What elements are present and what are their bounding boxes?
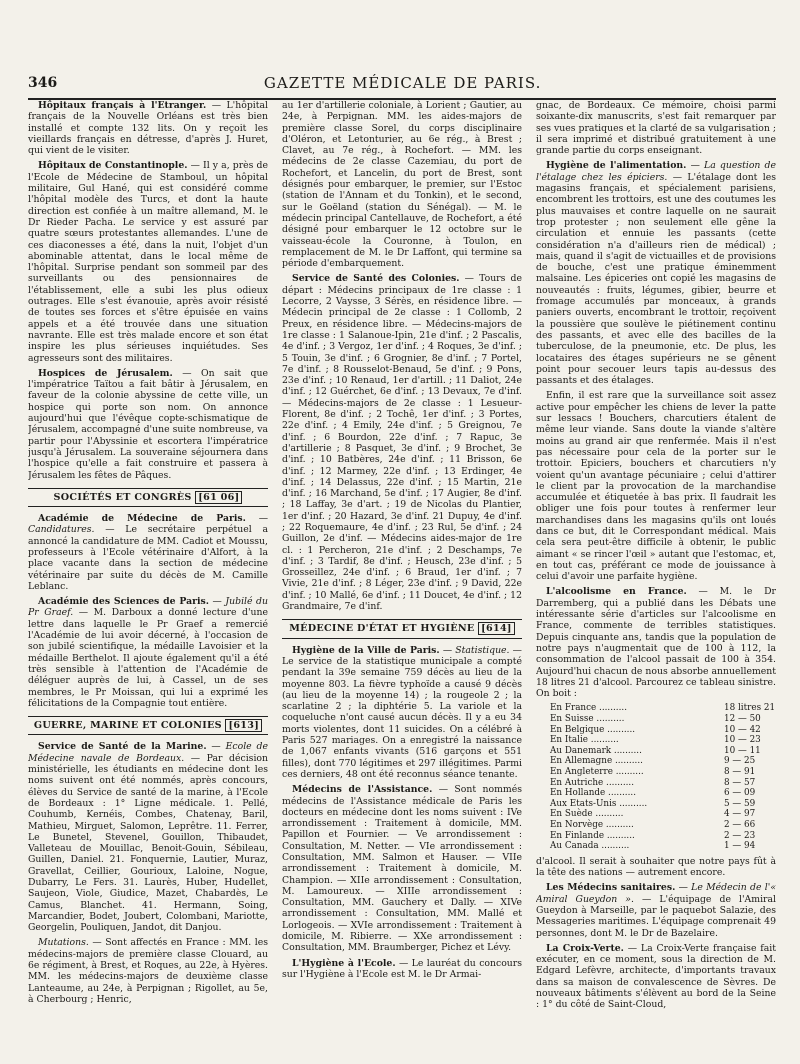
article-body: — Le secrétaire perpétuel a annoncé la candidature de MM. Cadiot et Moussu, professeurs à l'Ecole vétérinaire d'Alfort, à la place vacante dans la section de médecine vétérinaire par suite du décès de M. Camille Leblanc. [28,524,268,592]
country-cell: Aux Etats-Unis .......... [550,798,648,809]
table-row [550,746,776,757]
article-body: — L'équipage de l'Amiral Gueydon à Marseille, par le paquebot Salazie, des Messageries maritimes. L'équipage comprenait 49 personnes, dont M. le Dr de Bazelaire. [536,893,776,939]
country-cell: En Hollande .......... [550,788,636,799]
section-header-hygiene [282,619,522,638]
article-body: — Le service de la statistique municipale a compté pendant la 39e semaine 759 décès au lieu de la moyenne 803. La fièvre typhoïde a causé 9 décès (au lieu de la moyenne 14) ; la rougeole 2 ; la scarlatine 2 ; la diphtérie 5. La variole et la coqueluche n'ont causé aucun décès. Il y a eu 34 morts violentes, dont 11 suicides. On a célébré à Paris 527 mariages. On a enregistré la naissance de 1,067 enfants vivants (516 garçons et 551 filles), dont 770 légitimes et 297 illégitimes. Parmi ces derniers, 48 ont été reconnus séance tenante. [282,644,522,780]
value-cell: 12 — 50 [724,714,761,725]
journal-title: GAZETTE MÉDICALE DE PARIS. [263,74,542,92]
article-title: Hôpitaux de Constantinople. [38,160,188,172]
article-subtitle: — Candidatures. [28,513,268,536]
article-body: — L'étalage dont les magasins français, et spécialement parisiens, encombrent les trottoirs, est une des coutumes les plus mauvaises et contre laquelle on ne saurait trop protester ; non seulement elle gêne la circulation et ennuie les passants (cette considération n'a d'ailleurs rien de médical) ; mais, quand il s'agit de victuailles et de provisions de bouche, c'est une pratique éminemment malsaine. Les épiceries ont copié les magasins de nouveautés : fruits, légumes, gibier, beurre et fromage accumulés par monceaux, à grands paniers ouverts, encombrant le trottoir, reçoivent la poussière que soulève le piétinement continu des passants, et avec elle des bacilles de la tuberculose, de la pneumonie, etc. De plus, les locataires des étages supérieurs ne se gênent point pour secouer leurs tapis au-dessus des passants et des étalages. [536,171,776,387]
article-title: Service de Santé de la Marine. [38,741,207,753]
article-subtitle: — La question de l'étalage chez les épiciers. [536,160,776,183]
article-body: — Tours de départ : Médecins principaux de 1re classe : 1 Lecorre, 2 Vaysse, 3 Sérès, en résidence libre. — Médecin principal de 2e classe : 1 Collomb, 2 Preux, en résidence libre. — Médecins-majors de 1re classe : 1 Salanoue-Ipin, 21e d'inf. ; 2 Pascalis, 4e d'inf. ; 3 Vergoz, 1er d'inf. ; 4 Roques, 3e d'inf. ; 5 Touin, 3e d'inf. ; 6 Grognier, 8e d'inf. ; 7 Portel, 7e d'inf. ; 8 Rousselot-Benaud, 5e d'inf. ; 9 Pons, 23e d'inf. ; 10 Renaud, 1er d'artill. ; 11 Daliot, 24e d'inf. ; 12 Guérchet, 6e d'inf. ; 13 Devaux, 7e d'inf. — Médecins-majors de 2e classe : 1 Lesueur-Florent, 8e d'inf. ; 2 Tochê, 1er d'inf. ; 3 Portes, 22e d'inf. ; 4 Emily, 24e d'inf. ; 5 Greignou, 7e d'inf. ; 6 Bourdon, 22e d'inf. ; 7 Rapuc, 3e d'artillerie ; 8 Pasquet, 3e d'inf. ; 9 Brochet, 3e d'inf. ; 10 Batbères, 24e d'inf. ; 11 Brisson, 6e d'inf. ; 12 Marmey, 22e d'inf. ; 13 Erdinger, 4e d'inf. ; 14 Delassus, 22e d'inf. ; 15 Martin, 21e d'inf. ; 16 Marchand, 5e d'inf. ; 17 Augier, 8e d'inf. ; 18 Laffay, 3e d'art. ; 19 de Nicolas du Plantier, 1er d'inf. ; 20 Hazard, 3e d'inf. 21 Dupuy, 4e d'inf. ; 22 Roquemaure, 4e d'inf. ; 23 Rul, 5e d'inf. ; 24 Guillon, 2e d'inf. — Médecins aides-major de 1re cl. : 1 Percheron, 21e d'inf. ; 2 Deschamps, 7e d'inf. ; 3 Tardif, 8e d'inf. ; Heusch, 23e d'inf. ; 5 Grosseillez, 24e d'inf. ; 6 Braud, 1er d'inf. ; 7 Vivie, 21e d'inf. ; 8 Léger, 23e d'inf. ; 9 David, 22e d'inf. ; 10 Mallé, 6e d'inf. ; 11 Doucet, 4e d'inf. ; 12 Grandmaire, 7e d'inf. [282,273,522,613]
article-body: — Il y a, près de l'Ecole de Médecine de Stamboul, un hôpital militaire, Gul Hané, qui est considéré comme l'hôpital modèle des Turcs, et dont la haute direction est confiée à un maître allemand, M. le Dr Rieder Pacha. Le service y est assuré par quatre sœurs protestantes allemandes. L'une de ces diaconesses a été, dans la nuit, l'objet d'un abominable attentat, dans le local même de l'hôpital. Surprise pendant son sommeil par des surveillants ou des pensionnaires de l'établissement, elle a subi les plus odieux outrages. Elle s'est évanouie, après avoir résisté de toutes ses forces et s'être épuisée en vains appels et a été trouvée dans une situation navrante. Elle est très malade encore et son état inspire les plus sérieuses inquiétudes. Ses agresseurs sont des militaires. [28,160,268,364]
table-row [550,809,776,820]
country-cell: En Suède .......... [550,809,624,820]
section-code: [614] [478,622,515,635]
article-body: — Sont nommés médecins de l'Assistance médicale de Paris les docteurs en médecine dont les noms suivent : IVe arrondissement : Traitement à domicile, MM. Papillon et Fournier. — Ve arrondissement : Consultation, M. Netter. — VIe arrondissement : Consultation, MM. Salmon et Hauser. — VIIe arrondissement : Traitement à domicile, M. Champion. — XIIe arrondissement : Consultation, M. Lamoureux. — XIIIe arrondissement : Consultation, MM. Gauchery et Dally. — XIVe arrondissement : Consultation, MM. Mallé et Lorlogeois. — XVIe arrondissement : Traitement à domicile, M. Ribierre. — XXe arrondissement : Consultation, MM. Braumberger, Pichez et Lévy. [282,784,522,954]
section-header-guerre [28,716,268,735]
article-title: Académie de Médecine de Paris. [38,513,246,525]
article-columns [28,100,776,1055]
article-medecins-assistance [282,784,522,953]
article-title: Médecins de l'Assistance. [292,784,433,796]
country-cell: Au Canada .......... [550,841,630,852]
value-cell: 8 — 91 [724,767,756,777]
country-cell: En Autriche .......... [550,777,635,788]
section-label: SOCIÉTÉS ET CONGRÈS [53,491,192,503]
article-academie-medecine [28,513,268,592]
article-body: gnac, de Bordeaux. Ce mémoire, choisi parmi soixante-dix manuscrits, s'est fait remarquer par ses vues pratiques et la clarté de sa vulgarisation ; il sera imprimé et distribué gratuitement à une grande partie du corps enseignant. [536,100,776,157]
page-header [28,70,776,100]
value-cell: 4 — 97 [724,809,756,820]
article-alcoolisme-cont [536,856,776,879]
table-row [550,778,776,789]
value-cell: 18 litres 21 [724,703,776,714]
table-row [550,841,776,852]
article-body: — Le lauréat du concours sur l'Hygiène à l'Ecole est M. le Dr Armai- [282,957,522,980]
table-row [550,725,776,736]
country-cell: En Suisse .......... [550,714,625,725]
article-academie-sciences [28,596,268,709]
article-title: L'Hygiène à l'Ecole. [292,957,396,969]
article-croix-verte [536,943,776,1011]
section-code: [613] [225,719,262,732]
article-constantinople [28,160,268,363]
value-cell: 2 — 23 [724,830,756,841]
page-number: 346 [28,75,58,91]
article-jerusalem [28,368,268,481]
article-alcoolisme [536,586,776,699]
article-title: Hospices de Jérusalem. [38,367,173,379]
table-row [550,756,776,767]
table-row [550,714,776,725]
article-body: — L'hôpital français de la Nouvelle Orléans est très bien installé et compte 132 lits. On y reçoit les vieillards français en détresse, d'après J. Huret, qui vient de le visiter. [28,100,268,157]
value-cell: 10 — 11 [724,745,761,756]
country-cell: En Italie .......... [550,735,619,746]
country-cell: En Angleterre .......... [550,767,644,777]
article-sante-colonies [282,273,522,612]
table-row [550,788,776,799]
article-medecins-sanitaires [536,882,776,938]
table-row [550,799,776,810]
table-row [550,767,776,778]
article-hygiene-alimentation [536,160,776,386]
article-subtitle: — Ecole de Médecine navale de Bordeaux. [28,741,268,764]
country-cell: Au Danemark .......... [550,745,642,756]
article-title: Les Médecins sanitaires. [546,882,676,894]
country-cell: En Allemagne .......... [550,756,643,767]
article-sante-marine [28,741,268,933]
article-body: — M. le Dr Darremberg, qui a publié dans les Débats une intéressante série d'articles sur l'alcoolisme en France, commente de terribles statistiques. Depuis cinquante ans, tandis que la population de notre pays n'augmentait que de 100 à 112, la consommation de l'alcool passait de 100 à 354. Aujourd'hui chacun de nous absorbe annuellement 18 litres 21 d'alcool. Parcourez ce tableau sinistre. On boit : [536,586,776,700]
value-cell: 1 — 94 [724,841,756,852]
column-2 [282,100,522,1055]
article-title: Service de Santé des Colonies. [292,273,460,285]
article-subtitle: — Jubilé du Pr Graef. [28,596,268,619]
article-body: Enfin, il est rare que la surveillance soit assez active pour empêcher les chiens de lever la patte sur lessacs ! Bouchers, charcutiers étalent de même leur viande. Sans doute la viande s'altère moins au grand air que renfermée. Mais il n'est pas nécessaire pour cela de la porter sur le trottoir. Epiciers, bouchers et charcutiers n'y voient qu'un avantage pécuniaire ; celui d'attirer le client par la provocation de la marchandise accumulée et étiquetée à bas prix. Il faudrait les obliger une fois pour toutes à renfermer leur marchandises dans les magasins qu'ils ont loués dans ce but, dit le Correspondant médical. Mais cela sera peut-être difficile à obtenir, le public aimant « se rincer l'œil » autant que l'estomac, et, en tout cas, préférant ce mode de jouissance à celui d'avoir une parfaite hygiène. [536,390,776,583]
article-subtitle: Mutations. [38,937,89,949]
article-body: — Par décision ministérielle, les étudiants en médecine dont les noms suivent ont été nommés, après concours, élèves du Service de santé de la marine, à l'Ecole de Bordeaux : 1° Ligne médicale. 1. Pellé, Couhumb, Kernéis, Combes, Chatenay, Baril, Mathieu, Mirguet, Salomon, Leprêtre. 11. Ferrer, Le Bunetel, Stevenel, Gouillon, Thibaudet, Valleteau de Mouillac, Benoit-Gouin, Sébileau, Guillen, Daniel. 21. Fonquernie, Lautier, Muraz, Gravellat, Ceillier, Gourioux, Laloine, Nogue, Dubarry, Le Fers. 31. Laurès, Huber, Hudellet, Saujeon, Viole, Giudice, Mazet, Chabardès, Le Camus, Blanchet. 41. Hermann, Soing, Marcandier, Bodet, Joubert, Colombani, Mariotte, Georgelin, Pouliquen, Jandot, dit Danjou. [28,752,268,934]
article-subtitle: — Statistique. [439,644,510,656]
article-subtitle: — Le Médecin de l'« Amiral Gueydon ». [536,882,776,905]
country-cell: En Finlande .......... [550,830,635,841]
article-body: au 1er d'artillerie coloniale, à Lorient ; Gautier, au 24e, à Perpignan. MM. les aides-majors de première classe Sorel, du corps disciplinaire d'Oléron, et Letonturier, au 6e rég., à Brest ; Clavet, au 7e rég., à Rochefort. — MM. les médecins de 2e classe Cazemiau, du port de Rochefort, et Lancelin, du port de Brest, sont désignés pour embarquer, le premier, sur l'Estoc (station de l'Annam et du Tonkin), et le second, sur le Goëland (station du Sénégal). — M. le médecin principal Cantellauve, de Rochefort, a été désigné pour embarquer le 12 octobre sur le vaisseau-école la Couronne, à Toulon, en remplacement de M. le Dr Laffont, qui termine sa période d'embarquement. [282,100,522,270]
alcohol-consumption-table [550,703,776,851]
value-cell: 9 — 25 [724,756,756,767]
article-title: La Croix-Verte. [546,942,624,954]
article-hygiene-paris [282,645,522,781]
article-body: — M. Darboux a donné lecture d'une lettre dans laquelle le Pr Graef a remercié l'Académie de lui avoir décerné, à l'occasion de son jubilé scientifique, la médaille Lavoisier et la médaille Berthelot. Il ajoute également qu'il a été très sensible à l'attention de l'Académie de déléguer auprès de lui, à Cassel, un de ses membres, le Pr Moissan, qui lui a exprimé les félicitations de la Compagnie tout entière. [28,607,268,709]
article-title: Hôpitaux français à l'Etranger. [38,100,207,111]
table-row [550,820,776,831]
article-hygiene-ecole [282,958,522,981]
table-row [550,703,776,714]
article-body: — On sait que l'impératrice Taïtou a fait bâtir à Jérusalem, en faveur de la colonie abyssine de cette ville, un hospice qui porte son nom. On annonce aujourd'hui que l'évêque copte-schismatique de Jérusalem, accompagné d'une suite nombreuse, va partir pour l'Abyssinie et escortera l'impératrice jusqu'à Jérusalem. La souveraine séjournera dans l'hospice qu'elle a fait construire et passera à Jérusalem les fêtes de Pâques. [28,367,268,481]
value-cell: 10 — 42 [724,724,761,735]
article-mutations-cont [282,100,522,269]
value-cell: 10 — 23 [724,735,761,746]
country-cell: En France .......... [550,703,627,714]
section-label: MÉDECINE D'ÉTAT ET HYGIÈNE [289,623,475,635]
section-header-societes [28,488,268,507]
country-cell: En Belgique .......... [550,724,636,735]
article-title: Académie des Sciences de Paris. [38,596,210,608]
article-hygiene-ecole-cont [536,100,776,156]
article-body: — Sont affectés en France : MM. les médecins-majors de première classe Clouard, au 6e régiment, à Brest, et Roques, au 22e, à Hyères. MM. les médecins-majors de deuxième classe Lanteaume, au 24e, à Perpignan ; Rigollet, au 5e, à Cherbourg ; Henric, [28,937,268,1005]
table-row [550,735,776,746]
column-3 [536,100,776,1055]
article-body: d'alcool. Il serait à souhaiter que notre pays fût à la tête des nations — autrement encore. [536,855,776,879]
table-row [550,831,776,842]
section-code: [61 06] [195,491,242,504]
article-body: — La Croix-Verte française fait exécuter, en ce moment, sous la direction de M. Edgard Lefèvre, architecte, d'importants travaux dans sa maison de convalescence de Sèvres. De nouveaux bâtiments s'élèvent au bord de la Seine : 1° du côté de Saint-Cloud, [536,942,776,1011]
article-title: Hygiène de la Ville de Paris. [292,644,440,656]
value-cell: 5 — 59 [724,798,756,809]
country-cell: En Norvège .......... [550,819,634,830]
article-hopitaux-etranger [28,100,268,156]
column-1 [28,100,268,1055]
article-mutations [28,937,268,1005]
article-title: Hygiène de l'alimentation. [546,160,687,172]
section-label: GUERRE, MARINE ET COLONIES [33,720,222,732]
article-alimentation-cont [536,390,776,582]
value-cell: 6 — 09 [724,788,756,799]
value-cell: 2 — 66 [724,819,756,830]
value-cell: 8 — 57 [724,777,756,788]
article-title: L'alcoolisme en France. [546,586,687,598]
